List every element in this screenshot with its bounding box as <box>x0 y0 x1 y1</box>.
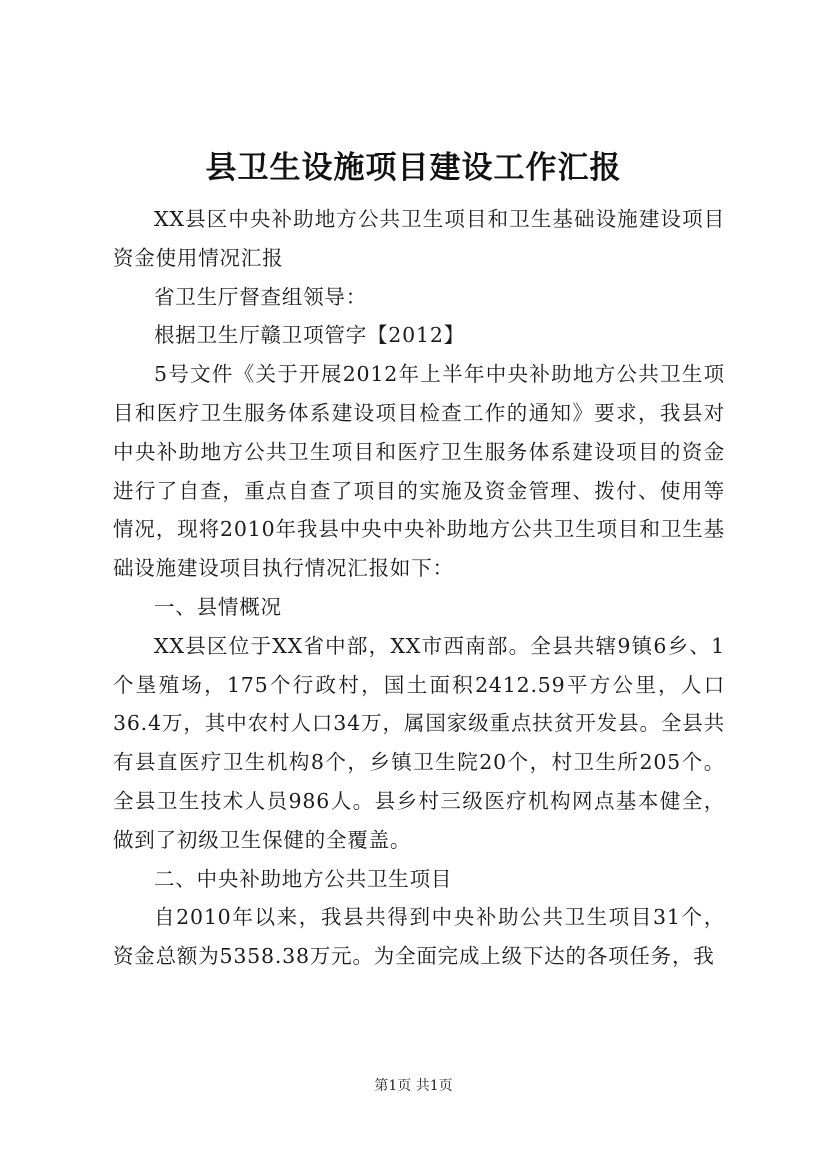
paragraph-public-health-projects: 自2010年以来，我县共得到中央补助公共卫生项目31个，资金总额为5358.38万元。为全面完成上级下达的各项任务，我 <box>113 905 725 969</box>
paragraph-introduction: 5号文件《关于开展2012年上半年中央补助地方公共卫生项目和医疗卫生服务体系建设项目检查工作的通知》要求，我县对中央补助地方公共卫生项目和医疗卫生服务体系建设项目的资金进行了自查，重点自查了项目的实施及资金管理、拨付、使用等情况，现将2010年我县中央中央补助地方公共卫生项目和卫生基础设施建设项目执行情况汇报如下： <box>113 362 725 581</box>
document-body <box>113 200 725 976</box>
document-title: 县卫生设施项目建设工作汇报 <box>205 150 622 186</box>
page-number-footer: 第1页 共1页 <box>374 1078 453 1094</box>
paragraph-report-subtitle: XX县区中央补助地方公共卫生项目和卫生基础设施建设项目资金使用情况汇报 <box>113 207 725 270</box>
paragraph-reference: 根据卫生厅赣卫项管字【2012】 <box>154 323 465 348</box>
section-heading-public-health-projects: 二、中央补助地方公共卫生项目 <box>154 866 453 891</box>
paragraph-salutation: 省卫生厅督查组领导： <box>154 284 367 309</box>
paragraph-county-overview: XX县区位于XX省中部，XX市西南部。全县共辖9镇6乡、1个垦殖场，175个行政村，国土面积2412.59平方公里，人口36.4万，其中农村人口34万，属国家级重点扶贫开发县。全县共有县直医疗卫生机构8个，乡镇卫生院20个，村卫生所205个。全县卫生技术人员986人。县乡村三级医疗机构网点基本健全，做到了初级卫生保健的全覆盖。 <box>113 633 725 852</box>
section-heading-county-overview: 一、县情概况 <box>154 594 282 619</box>
